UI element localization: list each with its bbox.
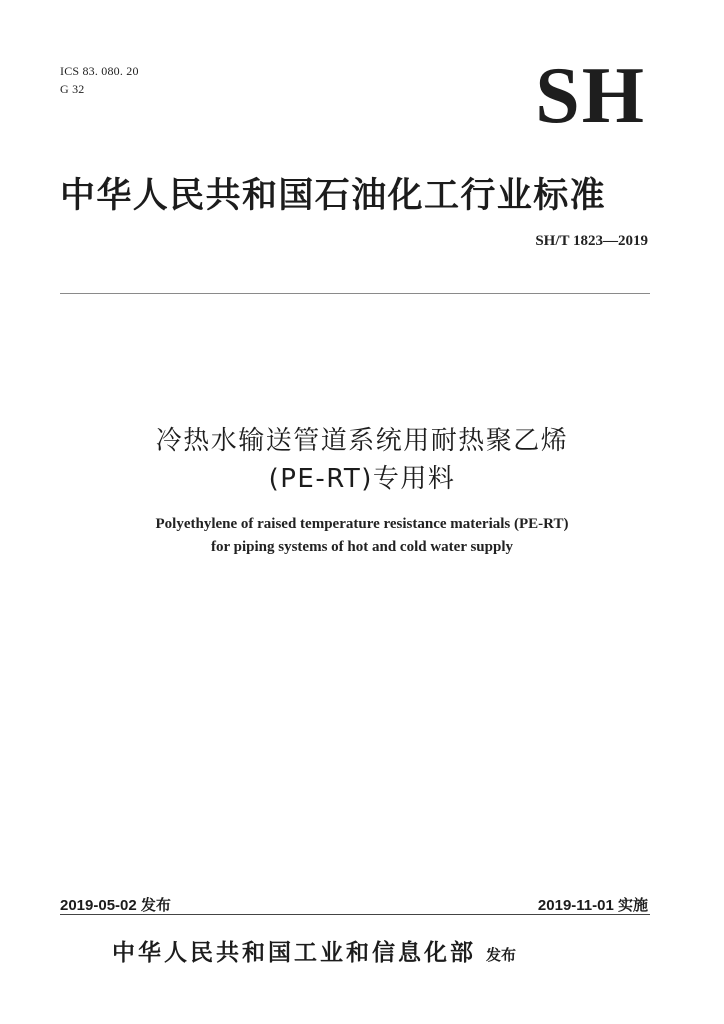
standard-category-title: 中华人民共和国石油化工行业标准 — [60, 176, 607, 216]
publisher-name: 中华人民共和国工业和信息化部 — [112, 940, 476, 966]
document-title-cn-line2: (PE-RT)专用料 — [268, 464, 456, 494]
document-title-cn-line1: 冷热水输送管道系统用耐热聚乙烯 — [155, 426, 569, 456]
document-title-en-line2: for piping systems of hot and cold water supply — [211, 539, 513, 555]
issue-date: 2019-05-02 发布 — [60, 897, 171, 914]
publisher-line — [112, 934, 516, 967]
sh-logo: SH — [535, 52, 646, 140]
document-title-en-line1: Polyethylene of raised temperature resistance materials (PE-RT) — [155, 516, 569, 532]
publisher-action: 发布 — [486, 946, 517, 964]
footer-divider — [60, 914, 650, 915]
implementation-date: 2019-11-01 实施 — [537, 897, 648, 914]
ics-code: ICS 83. 080. 20 — [60, 64, 139, 78]
ccs-code: G 32 — [60, 82, 85, 96]
standard-number: SH/T 1823—2019 — [535, 233, 648, 249]
header-divider — [60, 293, 650, 294]
